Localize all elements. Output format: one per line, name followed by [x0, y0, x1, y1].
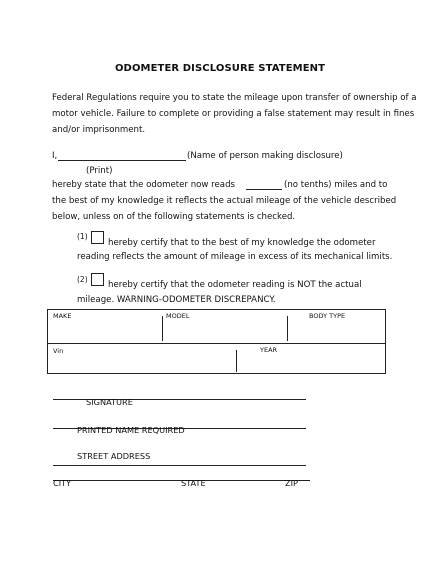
table-col-divider-2 — [287, 316, 288, 341]
year-label: YEAR — [260, 346, 278, 354]
printed-name-label: PRINTED NAME REQUIRED — [77, 425, 185, 435]
option-2-checkbox[interactable] — [91, 273, 104, 286]
option-1-checkbox[interactable] — [91, 231, 104, 244]
model-label: MODEL — [166, 312, 190, 320]
make-label: MAKE — [53, 312, 72, 320]
option-2-number: (2) — [77, 275, 88, 284]
zip-label: ZIP — [285, 478, 298, 488]
statement-line-1b: (no tenths) miles and to — [284, 180, 388, 190]
page-title: ODOMETER DISCLOSURE STATEMENT — [114, 63, 326, 74]
vehicle-table — [47, 309, 386, 374]
option-2-line-2: mileage. WARNING-ODOMETER DISCREPANCY. — [77, 295, 276, 305]
city-label: CITY — [53, 478, 72, 488]
vin-label: Vin — [53, 347, 64, 355]
statement-line-3: below, unless on of the following statements is checked. — [52, 212, 296, 222]
table-row-divider — [48, 343, 385, 344]
intro-line-1: Federal Regulations require you to state the mileage upon transfer of ownership of a — [52, 93, 417, 103]
intro-line-3: and/or imprisonment. — [52, 125, 146, 135]
table-col-divider-3 — [236, 350, 237, 372]
table-col-divider-1 — [162, 316, 163, 341]
name-prefix: I, — [52, 151, 58, 161]
print-label: (Print) — [86, 166, 113, 176]
street-address-line[interactable] — [53, 465, 306, 466]
street-address-label: STREET ADDRESS — [77, 451, 151, 461]
option-1-line-1: hereby certify that to the best of my knowledge the odometer — [108, 238, 376, 248]
state-label: STATE — [181, 478, 206, 488]
option-2-line-1: hereby certify that the odometer reading is NOT the actual — [108, 280, 362, 290]
statement-line-2: the best of my knowledge it reflects the actual mileage of the vehicle described — [52, 196, 397, 206]
name-suffix: (Name of person making disclosure) — [187, 151, 343, 161]
option-1-number: (1) — [77, 232, 88, 241]
odometer-reading-blank[interactable] — [246, 189, 282, 190]
intro-line-2: motor vehicle. Failure to complete or providing a false statement may result in fines — [52, 109, 415, 119]
option-1-line-2: reading reflects the amount of mileage in excess of its mechanical limits. — [77, 252, 393, 262]
statement-line-1a: hereby state that the odometer now reads — [52, 180, 236, 190]
name-blank[interactable] — [58, 160, 186, 161]
signature-label: SIGNATURE — [86, 397, 133, 407]
body-type-label: BODY TYPE — [309, 312, 346, 320]
